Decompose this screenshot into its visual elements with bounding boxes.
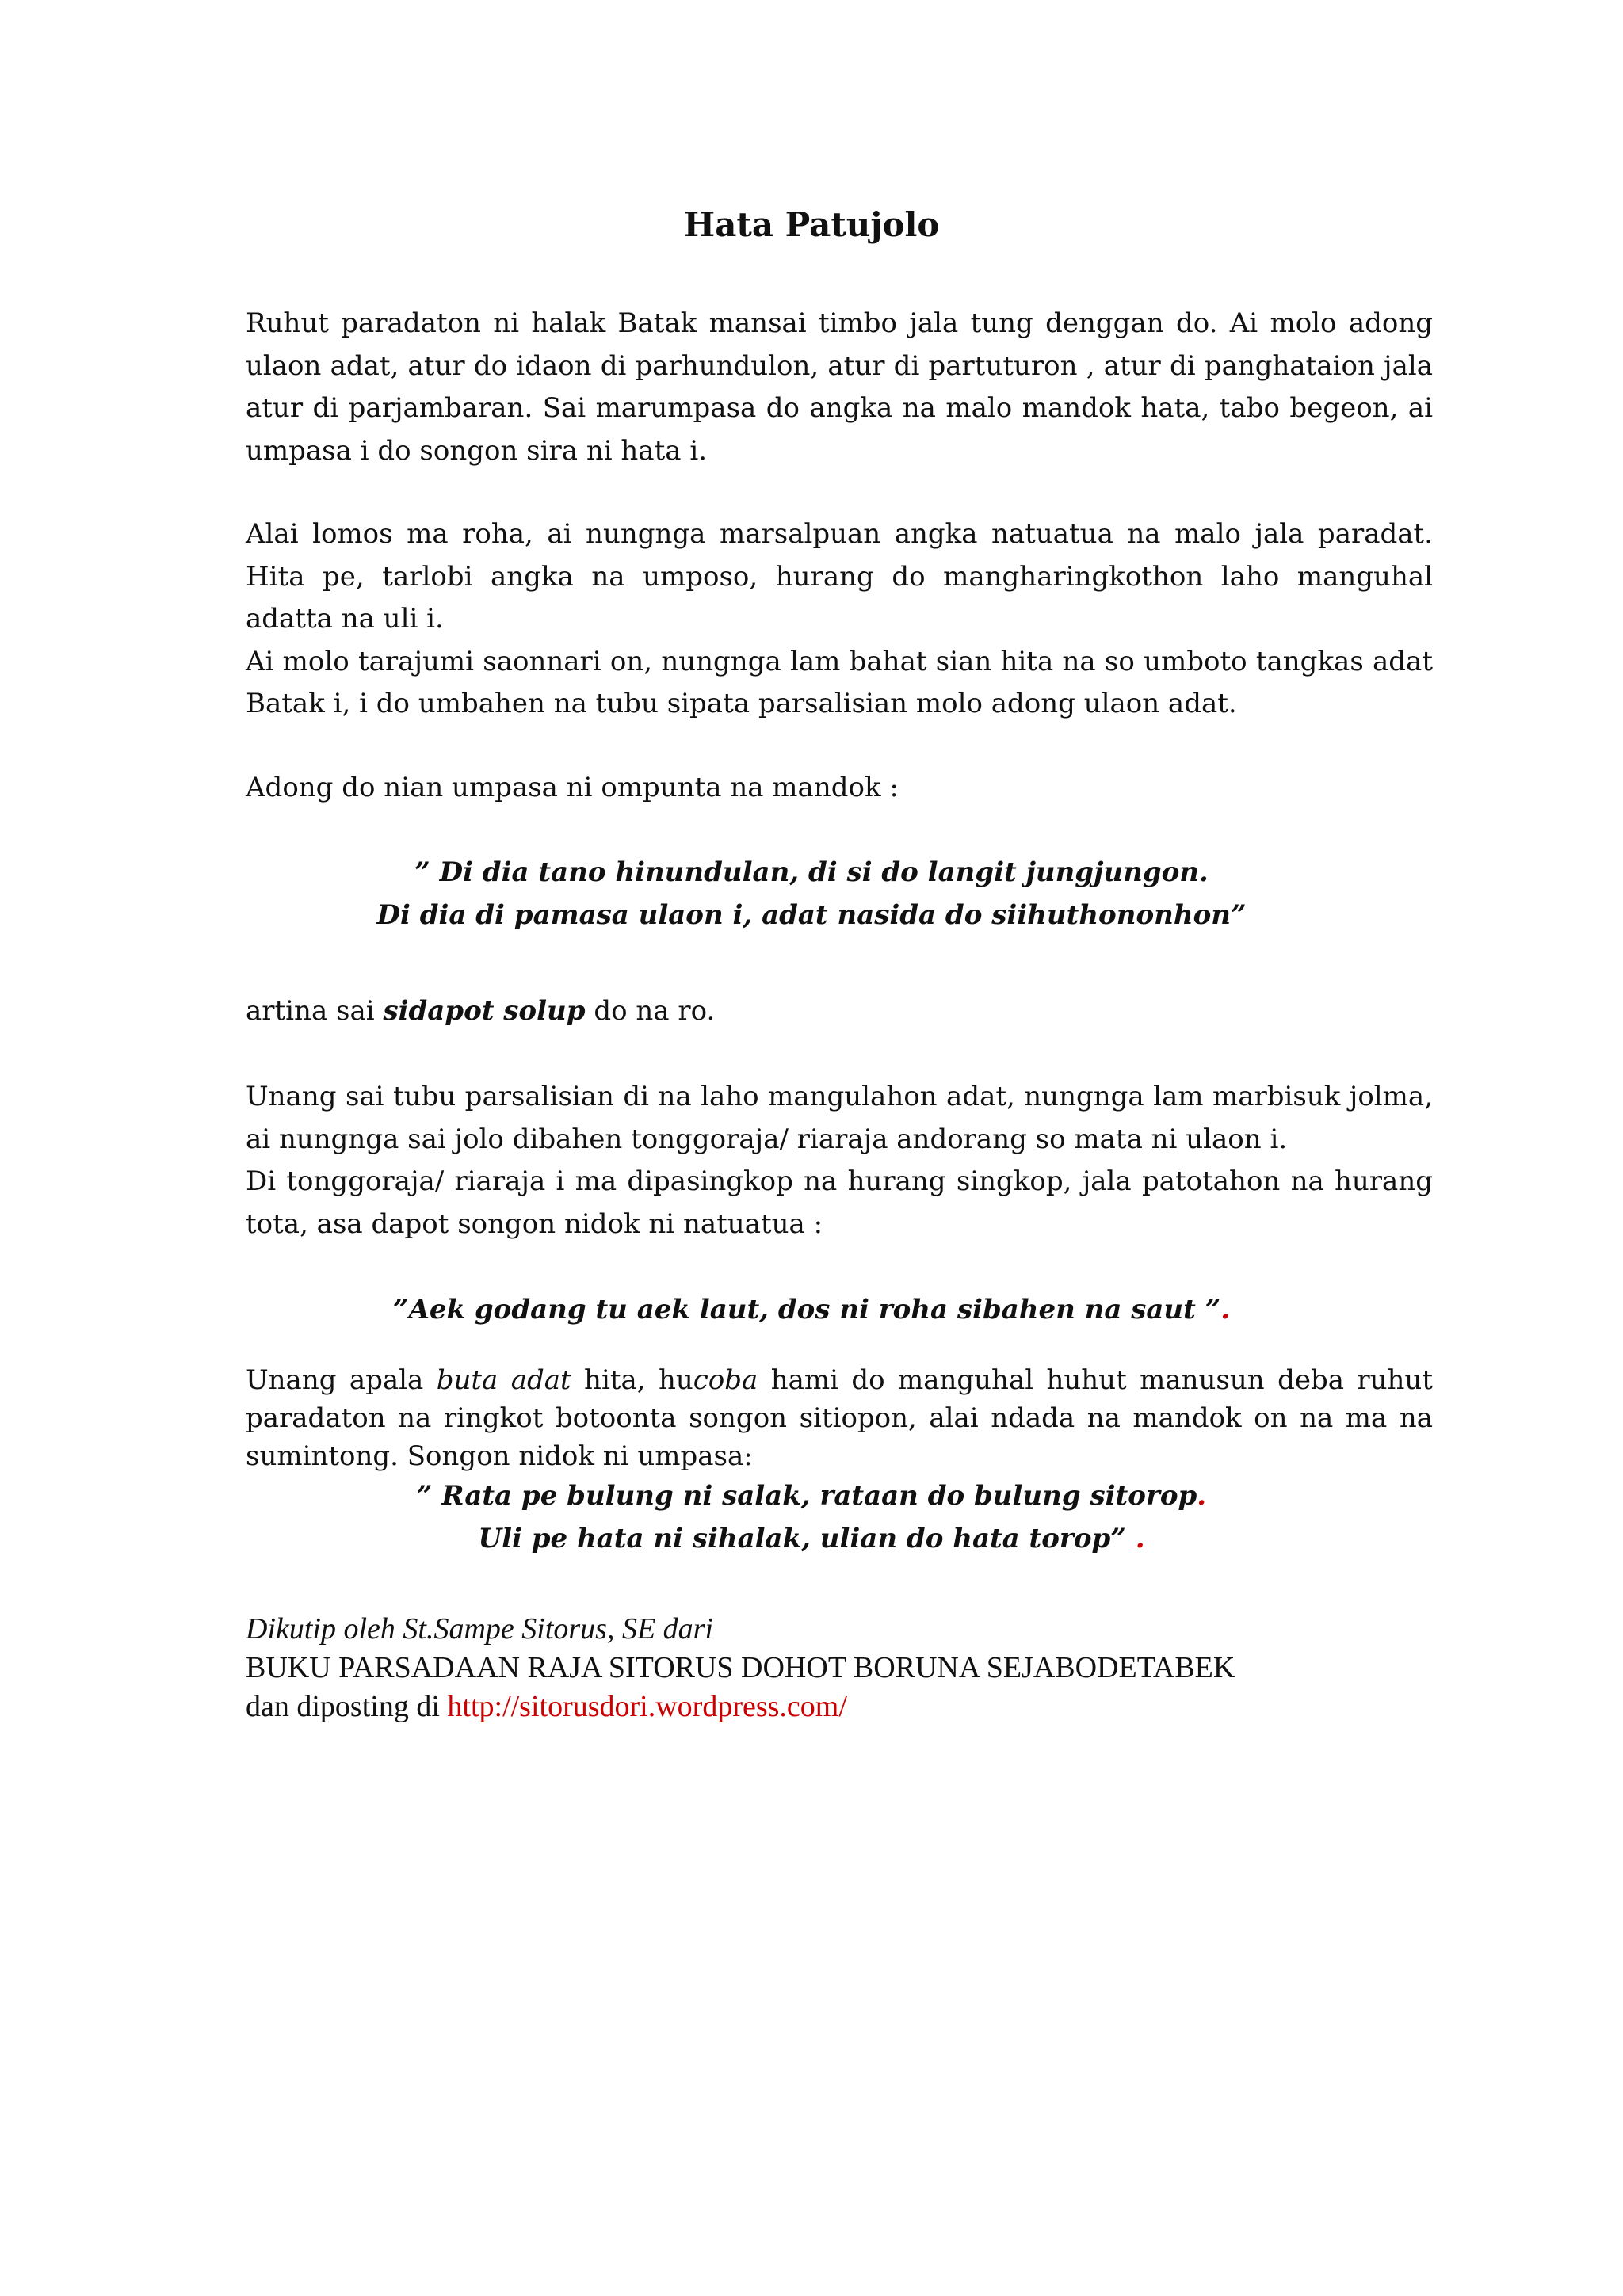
quote-2 — [0, 1289, 1623, 1332]
quote-3-line-1 — [0, 1475, 1623, 1518]
source-link[interactable]: http://sitorusdori.wordpress.com/ — [447, 1690, 847, 1723]
paragraph-1 — [246, 303, 1433, 472]
paragraph-8-emphasis-1: buta adat — [436, 1364, 571, 1396]
paragraph-8-part-a: Unang apala — [246, 1364, 437, 1396]
paragraph-4 — [246, 767, 1433, 810]
paragraph-6 — [246, 1076, 1433, 1245]
quote-3-line-2-dot: . — [1125, 1522, 1145, 1554]
paragraph-8-emphasis-2: coba — [693, 1364, 758, 1396]
paragraph-5-text — [246, 990, 1433, 1033]
paragraph-5-post: do na ro. — [585, 995, 716, 1027]
quote-1-line-1: ” Di dia tano hinundulan, di si do langit jungjungon. — [414, 856, 1209, 888]
paragraph-8-part-b: hita, hu — [571, 1364, 693, 1396]
paragraph-8-text — [246, 1361, 1433, 1475]
paragraph-8 — [246, 1361, 1433, 1475]
source-line-1: Dikutip oleh St.Sampe Sitorus, SE dari — [246, 1612, 714, 1646]
quote-3-line-1-text: ” Rata pe bulung ni salak, rataan do bulung sitorop — [416, 1480, 1197, 1512]
paragraph-5-emphasis: sidapot solup — [383, 995, 586, 1027]
source-line-3-pre: dan diposting di — [246, 1690, 448, 1723]
quote-2-text: ”Aek godang tu aek laut, dos ni roha sibahen na saut ” — [392, 1294, 1221, 1325]
paragraph-2-text: Alai lomos ma roha, ai nungnga marsalpuan angka natuatua na malo jala paradat. Hita pe, tarlobi angka na umposo, hurang do mangharingkothon laho manguhal adatta na uli i. — [246, 518, 1433, 635]
quote-3 — [0, 1475, 1623, 1560]
paragraph-7-text: Di tonggoraja/ riaraja i ma dipasingkop na hurang singkop, jala patotahon na hurang tota, asa dapot songon nidok ni natuatua : — [246, 1165, 1433, 1240]
paragraph-5 — [246, 990, 1433, 1033]
paragraph-3-text: Ai molo tarajumi saonnari on, nungnga lam bahat sian hita na so umboto tangkas adat Batak i, i do umbahen na tubu sipata parsalisian molo adong ulaon adat. — [246, 645, 1433, 720]
paragraph-5-pre: artina sai — [246, 995, 384, 1027]
source-attribution — [246, 1610, 1434, 1726]
source-line-3 — [246, 1688, 1434, 1726]
quote-3-line-1-dot: . — [1197, 1480, 1207, 1512]
page-title: Hata Patujolo — [683, 205, 940, 244]
paragraph-8-part-c: hami do manguhal huhut manusun deba ruhut paradaton na ringkot botoonta songon sitiopon, alai ndada na mandok on na ma na sumintong. Songon nidok ni umpasa: — [246, 1364, 1433, 1472]
quote-3-line-2 — [0, 1518, 1623, 1561]
quote-1 — [0, 852, 1623, 936]
quote-2-dot: . — [1220, 1294, 1231, 1325]
paragraph-2 — [246, 513, 1433, 726]
paragraph-4-text: Adong do nian umpasa ni ompunta na mandok : — [246, 772, 899, 803]
quote-3-line-2-text: Uli pe hata ni sihalak, ulian do hata torop” — [478, 1522, 1126, 1554]
paragraph-1-text: Ruhut paradaton ni halak Batak mansai timbo jala tung denggan do. Ai molo adong ulaon adat, atur do idaon di parhundulon, atur di partuturon , atur di panghataion jala atur di parjambaran. Sai marumpasa do angka na malo mandok hata, tabo begeon, ai umpasa i do songon sira ni hata i. — [246, 307, 1433, 467]
paragraph-6-text: Unang sai tubu parsalisian di na laho mangulahon adat, nungnga lam marbisuk jolma, ai nungnga sai jolo dibahen tonggoraja/ riaraja andorang so mata ni ulaon i. — [246, 1081, 1433, 1155]
source-line-2: BUKU PARSADAAN RAJA SITORUS DOHOT BORUNA SEJABODETABEK — [246, 1651, 1235, 1684]
quote-1-line-2: Di dia di pamasa ulaon i, adat nasida do siihuthononhon” — [376, 898, 1247, 931]
